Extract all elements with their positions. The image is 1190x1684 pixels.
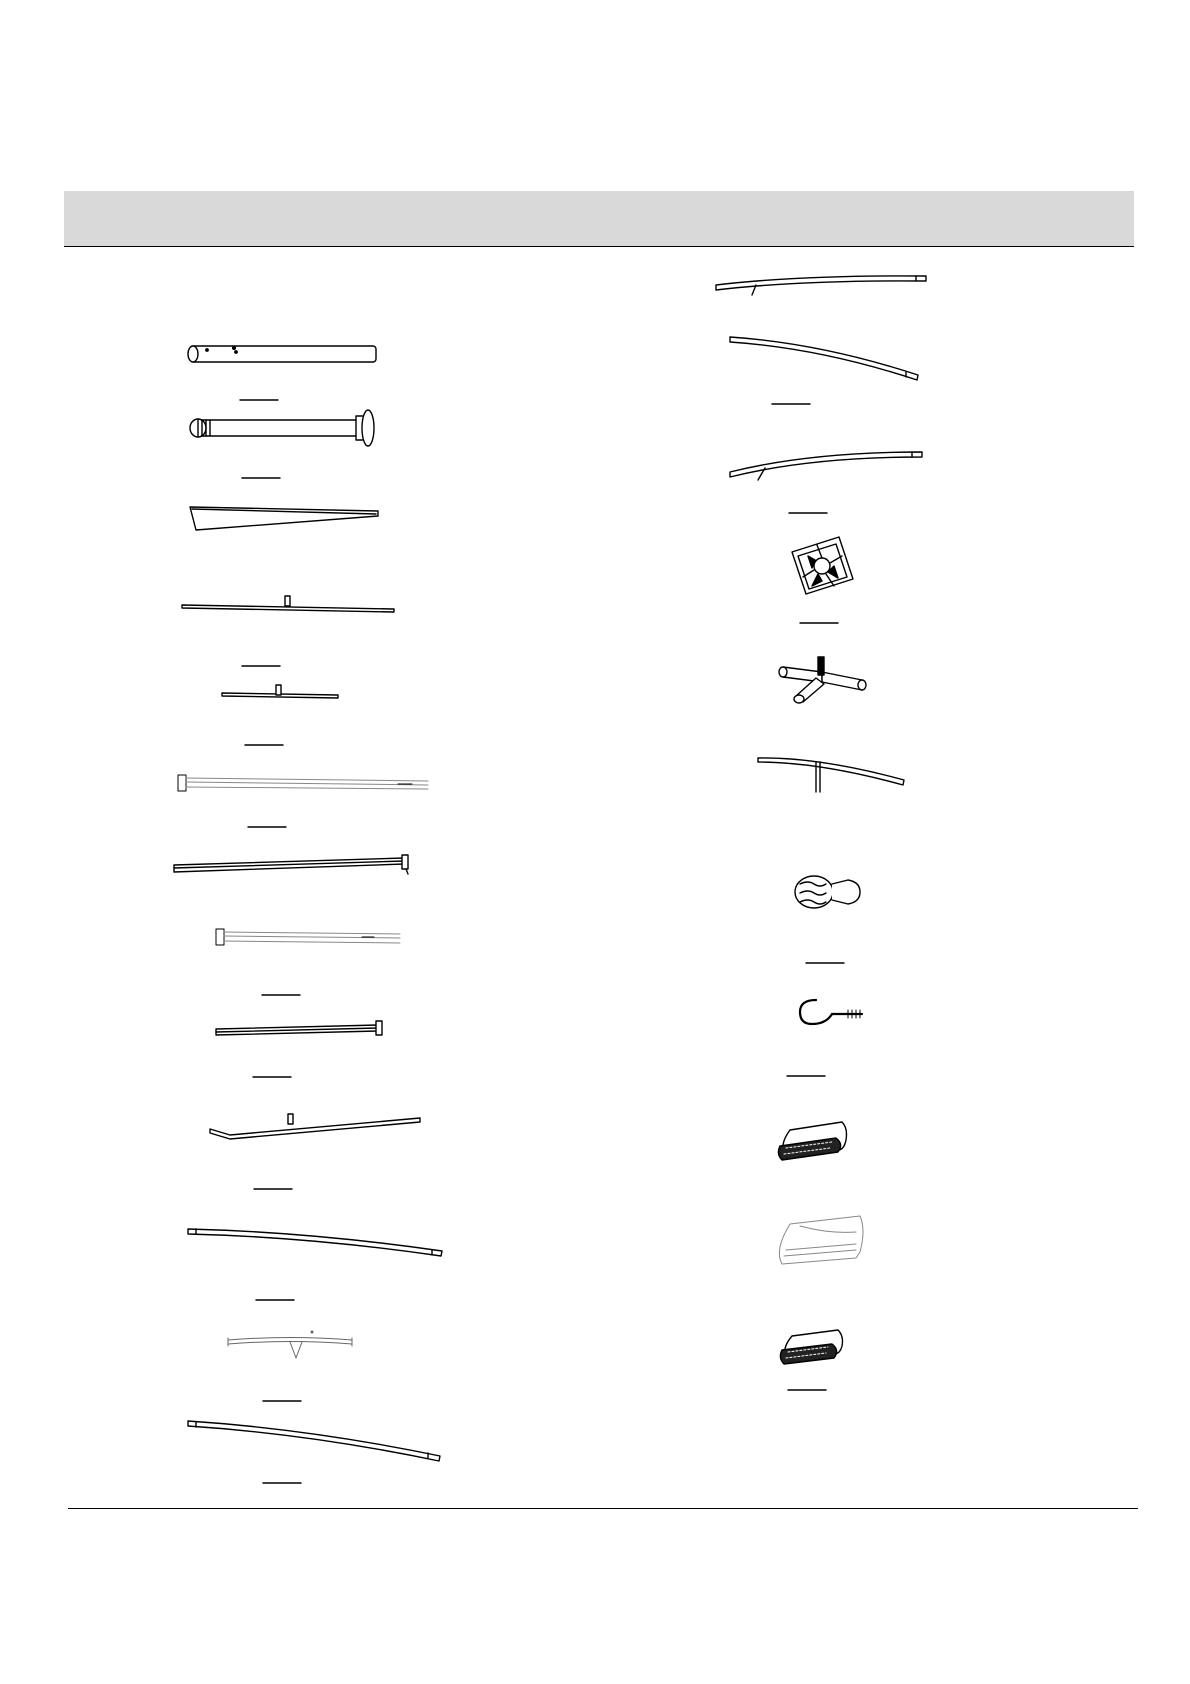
- part-folded-cloth-dark: [778, 1122, 846, 1160]
- part-bent-rib-stub: [210, 1114, 420, 1139]
- part-thick-strut-long: [174, 855, 408, 874]
- part-threaded-pole: [190, 410, 374, 446]
- part-folded-cloth-dark-small: [780, 1330, 842, 1364]
- part-curved-rib-plain: [730, 337, 918, 380]
- part-top-rib-post: [758, 758, 904, 792]
- part-thin-rib-bracket: [228, 1331, 352, 1358]
- part-finial: [795, 876, 860, 908]
- part-short-rib-stub: [222, 685, 338, 698]
- part-square-base-plate: [792, 537, 853, 594]
- footer-rule: [68, 1508, 1138, 1509]
- part-wedge-rib: [190, 507, 378, 530]
- part-curved-rib: [188, 1229, 442, 1256]
- part-thick-strut-short: [216, 1021, 382, 1035]
- part-folded-canopy: [779, 1216, 863, 1264]
- part-screw-hook: [800, 1000, 862, 1024]
- part-three-way-connector: [779, 657, 866, 703]
- part-thin-strut-long: [178, 775, 428, 791]
- part-thin-strut-short: [216, 929, 400, 945]
- part-curved-rib-angled-stub: [730, 452, 922, 480]
- part-curved-rib-long: [188, 1421, 440, 1461]
- part-long-rib-stub: [182, 596, 394, 612]
- part-hollow-pole: [188, 346, 376, 362]
- part-curved-rib-with-stub: [716, 276, 926, 295]
